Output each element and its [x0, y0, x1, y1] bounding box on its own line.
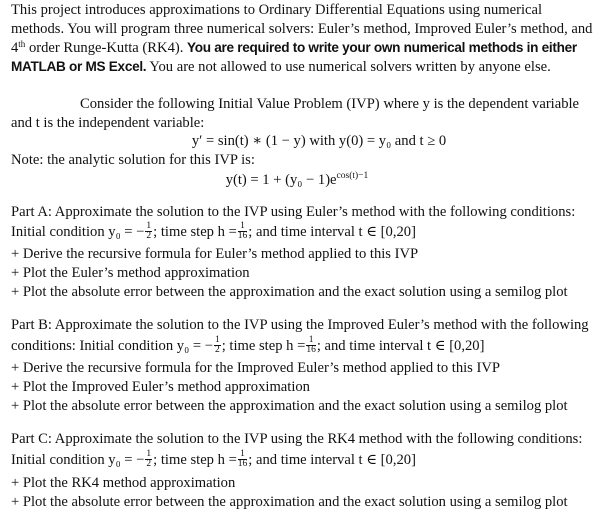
- part-b-conditions: [11, 336, 484, 356]
- part-c-ic-numerator: 1: [146, 449, 152, 460]
- analytic-note: Note: the analytic solution for this IVP is:: [11, 152, 255, 168]
- part-c-interval: ; and time interval t ∈ [0,20]: [248, 452, 416, 468]
- part-a-conditions: [11, 222, 416, 242]
- part-a-heading: Part A: Approximate the solution to the IVP using Euler’s method with the following conditions:: [11, 204, 576, 220]
- part-c-h-denominator: 16: [237, 459, 248, 470]
- part-a-ic-denominator: 2: [146, 231, 152, 242]
- part-a-step-label: ; time step h =: [153, 224, 237, 240]
- part-a-bullet-3: + Plot the absolute error between the approximation and the exact solution using a semilog plot: [11, 284, 568, 300]
- intro-line-2: methods. You will program three numerical solvers: Euler’s method, Improved Euler’s method, and: [11, 21, 593, 37]
- analytic-solution: [0, 170, 602, 190]
- part-a-ic-numerator: 1: [146, 221, 152, 232]
- solution-base: y(t) = 1 + (y₀ − 1)e: [225, 172, 337, 188]
- part-b-bullet-3: + Plot the absolute error between the approximation and the exact solution using a semilog plot: [11, 398, 568, 414]
- part-a-ic-label: Initial condition y₀ = −: [11, 224, 145, 240]
- part-b-step-label: ; time step h =: [221, 338, 306, 354]
- part-a-interval: ; and time interval t ∈ [0,20]: [248, 224, 416, 240]
- part-a-bullet-2: + Plot the Euler’s method approximation: [11, 265, 250, 281]
- ivp-intro-line-1: Consider the following Initial Value Problem (IVP) where y is the dependent variable: [80, 96, 580, 112]
- part-b-ic-denominator: 2: [214, 345, 220, 356]
- part-b-ic-numerator: 1: [214, 335, 220, 346]
- part-c-ic-denominator: 2: [146, 459, 152, 470]
- intro-line-3-text: order Runge-Kutta (RK4).: [25, 40, 188, 56]
- part-b-interval: ; and time interval t ∈ [0,20]: [316, 338, 485, 354]
- part-a-bullet-1: + Derive the recursive formula for Euler’s method applied to this IVP: [11, 246, 419, 262]
- requirement-bold-2: MATLAB or MS Excel.: [11, 59, 147, 74]
- part-b-heading: Part B: Approximate the solution to the IVP using the Improved Euler’s method with the following: [11, 317, 589, 333]
- part-c-bullet-1: + Plot the RK4 method approximation: [11, 475, 236, 491]
- part-c-h-fraction: [238, 450, 248, 469]
- part-c-ic-label: Initial condition y₀ = −: [11, 452, 145, 468]
- requirement-bold-1: You are required to write your own numerical methods in either: [187, 40, 577, 55]
- part-c-conditions: [11, 450, 416, 470]
- order-suffix: th: [18, 39, 26, 49]
- part-c-h-numerator: 1: [238, 450, 248, 460]
- part-c-bullet-2: + Plot the absolute error between the approximation and the exact solution using a semilog plot: [11, 494, 568, 510]
- part-a-h-fraction: [238, 222, 248, 241]
- ivp-equation: y′ = sin(t) ∗ (1 − y) with y(0) = y₀ and t ≥ 0: [191, 133, 447, 149]
- intro-line-4: [11, 57, 551, 77]
- part-c-heading: Part C: Approximate the solution to the IVP using the RK4 method with the following conditions:: [11, 431, 583, 447]
- part-a-h-denominator: 16: [237, 231, 248, 242]
- part-b-ic-label: conditions: Initial condition y₀ = −: [11, 338, 213, 354]
- ivp-intro-line-2: and t is the independent variable:: [11, 115, 205, 131]
- part-b-h-fraction: [306, 336, 316, 355]
- part-a-ic-fraction: [145, 222, 152, 241]
- intro-line-1: This project introduces approximations to Ordinary Differential Equations using numerical: [11, 2, 543, 18]
- part-c-ic-fraction: [145, 450, 152, 469]
- part-c-step-label: ; time step h =: [153, 452, 237, 468]
- solution-exponent: cos(t)−1: [336, 171, 369, 181]
- part-b-bullet-1: + Derive the recursive formula for the Improved Euler’s method applied to this IVP: [11, 360, 501, 376]
- intro-line-3: [11, 38, 577, 58]
- part-b-h-numerator: 1: [306, 336, 316, 346]
- order-number: 4: [11, 40, 19, 56]
- part-b-h-denominator: 16: [306, 345, 316, 356]
- intro-line-4-text: You are not allowed to use numerical solvers written by anyone else.: [146, 59, 551, 75]
- part-b-bullet-2: + Plot the Improved Euler’s method approximation: [11, 379, 310, 395]
- part-a-h-numerator: 1: [238, 222, 248, 232]
- part-b-ic-fraction: [214, 336, 221, 355]
